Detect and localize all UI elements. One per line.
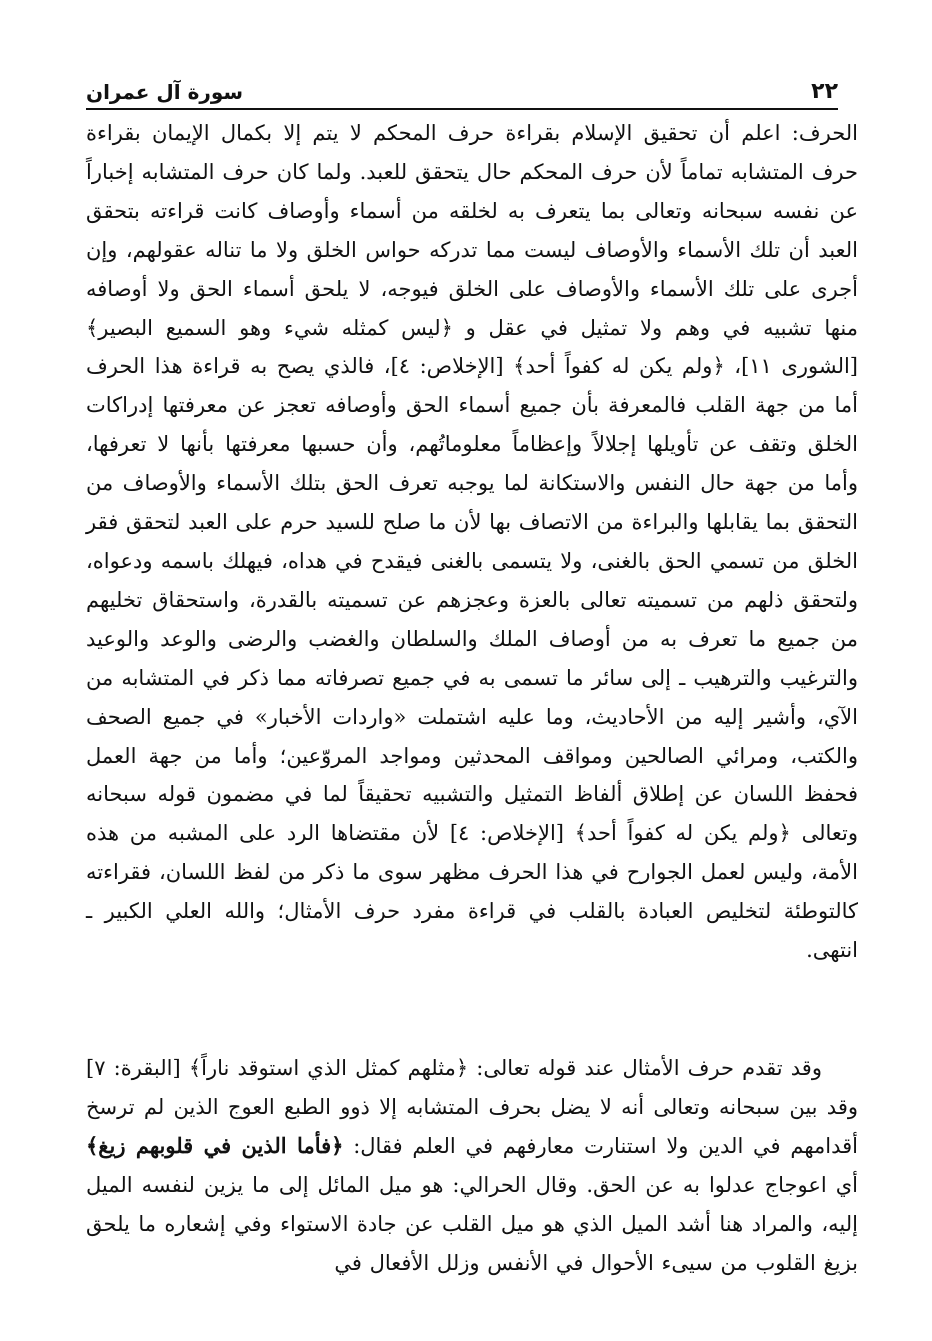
page-number: ٢٢: [811, 79, 838, 104]
paragraph-1-text: الحرف: اعلم أن تحقيق الإسلام بقراءة حرف المحكم لا يتم إلا بكمال الإيمان بقراءة حرف المتشابه تماماً لأن حرف المحكم حال يتحقق للعبد. ولما كان حرف المتشابه إخباراً عن نفسه سبحانه وتعالى بما يتعرف به لخلقه من أسماء وأوصاف كانت قراءته بتحقق العبد أن تلك الأسماء والأوصاف ليست مما تدركه حواس الخلق ولا ما تناله عقولهم، وإن أجرى على تلك الأسماء والأوصاف على الخلق فيوجه، لا يلحق أسماء الحق ولا أوصافه منها تشبيه في وهم ولا تمثيل في عقل و ﴿ليس كمثله شيء وهو السميع البصير﴾ [الشورى ١١]، ﴿ولم يكن له كفواً أحد﴾ [الإخلاص: ٤]، فالذي يصح به قراءة هذا الحرف أما من جهة القلب فالمعرفة بأن جميع أسماء الحق وأوصافه تعجز عن معرفتها إدراكات الخلق وتقف عن تأويلها إجلالاً وإعظاماً معلوماتُهم، وأن حسبها معرفتها بأنها لا تعرفها، وأما من جهة حال النفس والاستكانة لما يوجبه تعرف الحق بتلك الأسماء والأوصاف من التحقق بما يقابلها والبراءة من الاتصاف بها لأن ما صلح للسيد حرم على العبد لتحقق فقر الخلق من تسمي الحق بالغنى، ولا يتسمى بالغنى فيقدح في هداه، فيهلك باسمه ودعواه، ولتحقق ذلهم من تسميته تعالى بالعزة وعجزهم عن تسميته بالقدرة، واستحقاق تخليهم من جميع ما تعرف به من أوصاف الملك والسلطان والغضب والرضى والوعد والوعيد والترغيب والترهيب ـ إلى سائر ما تسمى به في جميع تصرفاته مما ذكر في المتشابه من الآي، وأشير إليه من الأحاديث، وما عليه اشتملت «واردات الأخبار» في جميع الصحف والكتب، ومرائي الصالحين ومواقف المحدثين ومواجد المروّعين؛ وأما من جهة العمل فحفظ اللسان عن إطلاق ألفاظ التمثيل والتشبيه تحقيقاً لما في مضمون قوله سبحانه وتعالى ﴿ولم يكن له كفواً أحد﴾ [الإخلاص: ٤] لأن مقتضاها الرد على المشبه من هذه الأمة، وليس لعمل الجوارح في هذا الحرف مظهر سوى ما ذكر من لفظ اللسان، فقراءته كالتوطئة لتخليص العبادة بالقلب في قراءة مفرد حرف الأمثال؛ والله العلي الكبير ـ انتهى.: [86, 121, 859, 963]
bold-quran-quote: ﴿فأما الذين في قلوبهم زيغ﴾: [86, 1132, 344, 1158]
paragraph-2-part-1: وقد تقدم حرف الأمثال عند قوله تعالى: ﴿مثلهم كمثل الذي استوقد ناراً﴾ [البقرة: ٧] وقد بين سبحانه وتعالى أنه لا يضل بحرف المتشابه إلا ذوو الطبع العوج الذين لم ترسخ أقدامهم في الدين ولا استنارت معارفهم في العلم فقال:: [86, 1056, 858, 1158]
paragraph-2: [86, 1049, 858, 1282]
page-header: [86, 60, 838, 110]
paragraph-2-text: [86, 1049, 858, 1282]
surah-title: سورة آل عمران: [86, 80, 244, 104]
paragraph-2-part-2: أي اعوجاج عدلوا به عن الحق. وقال الحرالي: هو ميل المائل إلى ما يزين لنفسه الميل إليه، والمراد هنا أشد الميل الذي هو ميل القلب عن جادة الاستواء وفي إشعاره ما يلحق بزيغ القلوب من سيىء الأحوال في الأنفس وزلل الأفعال في: [86, 1172, 858, 1275]
paragraph-1: [86, 114, 858, 970]
